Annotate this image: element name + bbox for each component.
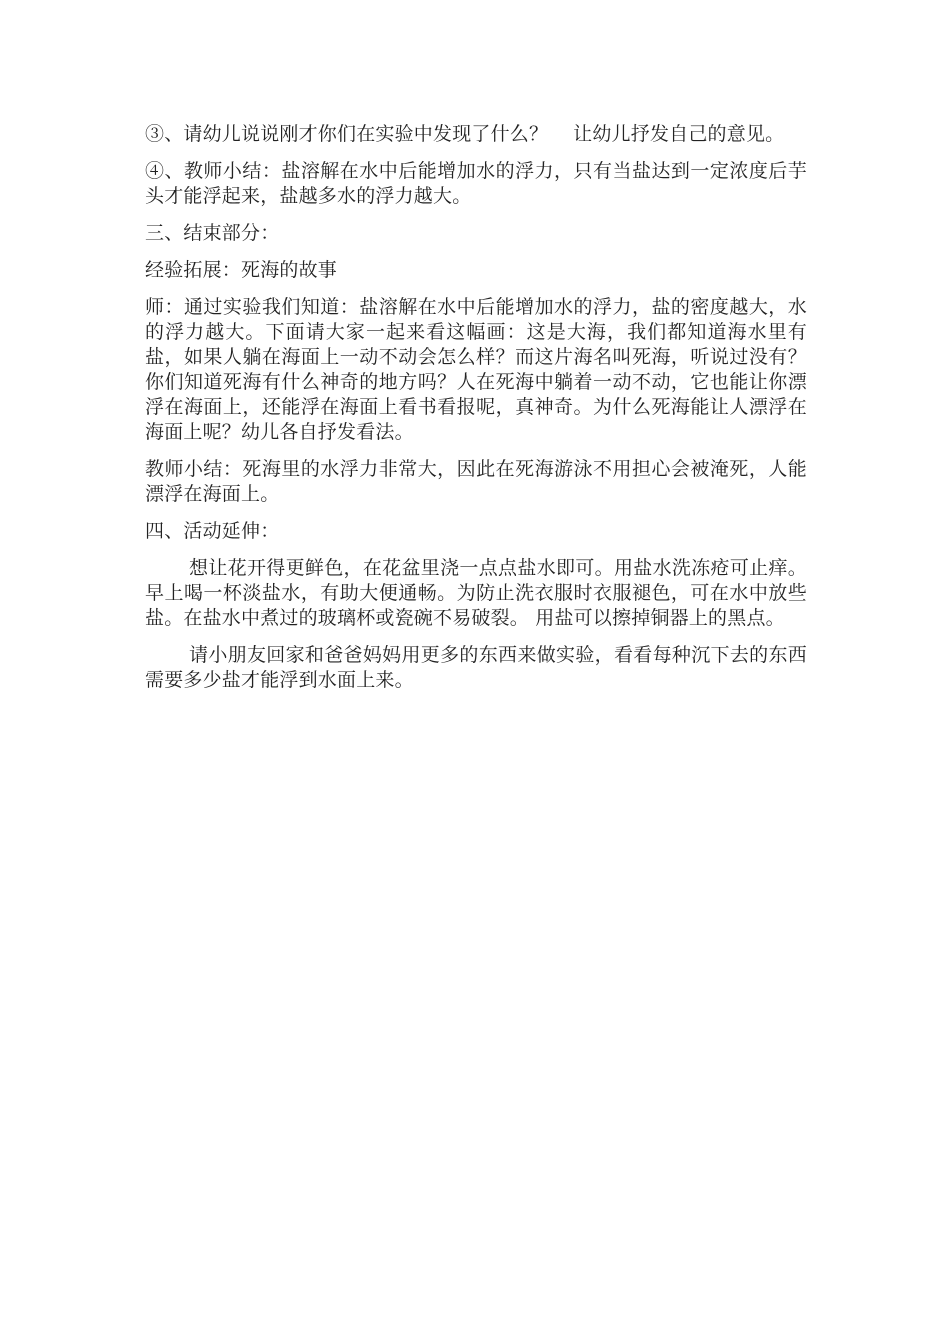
- paragraph-salt-uses: 想让花开得更鲜色，在花盆里浇一点点盐水即可。用盐水洗冻疮可止痒。早上喝一杯淡盐水，有助大便通畅。为防止洗衣服时衣服褪色，可在水中放些盐。在盐水中煮过的玻璃杯或瓷碗不易破裂。 用盐可以擦掉铜器上的黑点。: [145, 557, 807, 629]
- document-body: [145, 122, 807, 705]
- paragraph-teacher-summary-salt: ④、教师小结：盐溶解在水中后能增加水的浮力，只有当盐达到一定浓度后芋头才能浮起来，盐越多水的浮力越大。: [145, 160, 807, 207]
- section-heading-activity-extension: 四、活动延伸：: [145, 520, 280, 542]
- paragraph-teacher-summary-dead-sea: 教师小结：死海里的水浮力非常大，因此在死海游泳不用担心会被淹死，人能漂浮在海面上。: [145, 458, 807, 505]
- section-heading-ending: 三、结束部分：: [145, 222, 280, 244]
- paragraph-observation-question: ③、请幼儿说说刚才你们在实验中发现了什么？ 让幼儿抒发自己的意见。: [145, 123, 785, 145]
- paragraph-experience-extension: 经验拓展：死海的故事: [145, 259, 338, 281]
- paragraph-home-experiment: 请小朋友回家和爸爸妈妈用更多的东西来做实验，看看每种沉下去的东西需要多少盐才能浮到水面上来。: [145, 644, 807, 691]
- paragraph-dead-sea-story: 师：通过实验我们知道：盐溶解在水中后能增加水的浮力，盐的密度越大，水的浮力越大。下面请大家一起来看这幅画：这是大海，我们都知道海水里有盐，如果人躺在海面上一动不动会怎么样？而这片海名叫死海，听说过没有？你们知道死海有什么神奇的地方吗？人在死海中躺着一动不动，它也能让你漂浮在海面上，还能浮在海面上看书看报呢，真神奇。为什么死海能让人漂浮在海面上呢？幼儿各自抒发看法。: [145, 296, 807, 443]
